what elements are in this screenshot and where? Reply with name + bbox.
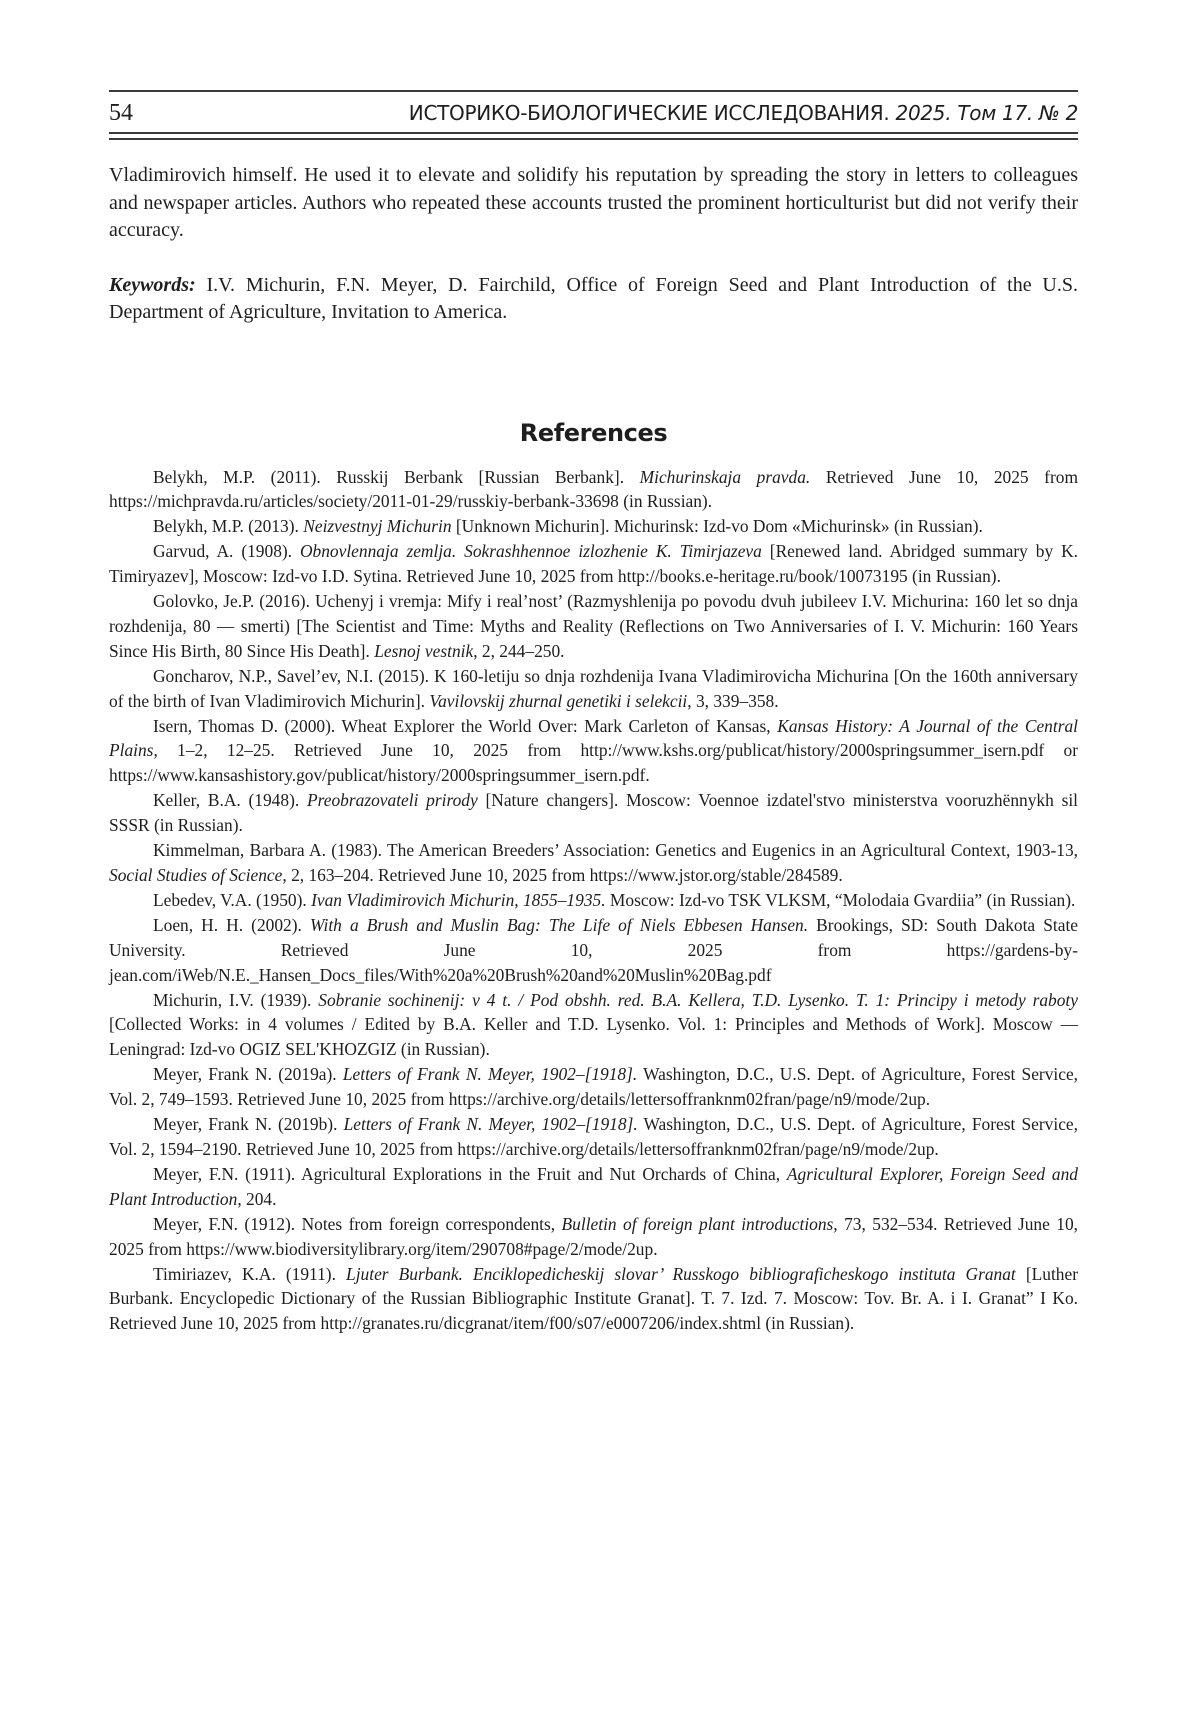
- reference-details: [Nature changers]. Moscow: Voennoe izdatel'stvo ministerstva vooruzhënnykh sil SSSR (in Russian).: [109, 790, 1078, 836]
- reference-details: , 2, 244–250.: [473, 640, 565, 661]
- reference-entry: [109, 988, 1078, 1063]
- reference-entry: [109, 1112, 1078, 1162]
- reference-text: Michurin, I.V. (1939).: [153, 989, 319, 1010]
- reference-details: [Collected Works: in 4 volumes / Edited by B.A. Keller and T.D. Lysenko. Vol. 1: Principles and Methods of Work]. Moscow — Leningrad: Izd-vo OGIZ SEL'KHOZGIZ (in Russian).: [109, 1014, 1078, 1060]
- reference-text: Meyer, F.N. (1912). Notes from foreign correspondents,: [153, 1213, 562, 1234]
- reference-source-title: Obnovlennaja zemlja. Sokrashhennoe izlozhenie K. Timirjazeva: [299, 541, 762, 562]
- reference-entry: [109, 888, 1078, 913]
- reference-details: 73, 532–534. Retrieved June 10, 2025 from https://www.biodiversitylibrary.org/item/290708#page/2/mode/2up.: [109, 1213, 1079, 1259]
- journal-name: ИСТОРИКО-БИОЛОГИЧЕСКИЕ ИССЛЕДОВАНИЯ.: [408, 101, 890, 125]
- reference-entry: [109, 539, 1078, 589]
- reference-entry: [109, 788, 1078, 838]
- reference-details: Brookings, SD: South Dakota State University. Retrieved June 10, 2025 from https://gardens-by-jean.com/iWeb/N.E._Hansen_Docs_files/With%20a%20Brush%20and%20Muslin%20Bag.pdf: [109, 914, 1078, 985]
- reference-text: Golovko, Je.P. (2016). Uchenyj i vremja: Mify i real’nost’ (Razmyshlenija po povodu dvuh jubileev I.V. Michurina: 160 let so dnja rozhdenija, 80 — smerti) [The Scientist and Time: Myths and Reality (Reflections on Two Anniversaries of I. V. Michurin: 160 Years Since His Birth, 80 Since His Death].: [109, 591, 1078, 661]
- header-rule: [109, 138, 1078, 140]
- reference-text: Garvud, A. (1908).: [153, 541, 300, 562]
- journal-title-line: [409, 100, 1078, 126]
- reference-source-title: Ivan Vladimirovich Michurin, 1855–1935.: [311, 889, 606, 910]
- page-number: 54: [109, 100, 133, 126]
- abstract-paragraph: Vladimirovich himself. He used it to elevate and solidify his reputation by spreading the story in letters to colleagues and newspaper articles. Authors who repeated these accounts trusted the prominent horticulturist but did not verify their accuracy.: [109, 164, 1078, 241]
- reference-source-title: Michurinskaja pravda.: [639, 466, 811, 487]
- reference-entry: [109, 838, 1078, 888]
- reference-entry: [109, 514, 1078, 539]
- reference-details: [Renewed land. Abridged summary by K. Timiryazev], Moscow: Izd-vo I.D. Sytina. Retrieved June 10, 2025 from http://books.e-heritage.ru/book/10073195 (in Russian).: [109, 541, 1078, 587]
- journal-page: [109, 90, 1078, 1336]
- reference-entry: [109, 1262, 1078, 1337]
- reference-source-title: Vavilovskij zhurnal genetiki i selekcii: [429, 690, 688, 711]
- reference-details: Retrieved June 10, 2025 from https://michpravda.ru/articles/society/2011-01-29/russkiy-berbank-33698 (in Russian).: [109, 466, 1078, 512]
- reference-text: Keller, B.A. (1948).: [153, 790, 307, 811]
- reference-source-title: Preobrazovateli prirody: [307, 790, 478, 811]
- reference-details: , 204.: [237, 1188, 277, 1209]
- reference-details: , 1–2, 12–25. Retrieved June 10, 2025 from http://www.kshs.org/publicat/history/2000springsummer_isern.pdf or https://www.kansashistory.gov/publicat/history/2000springsummer_isern.pdf.: [109, 740, 1078, 786]
- reference-entry: [109, 589, 1078, 664]
- reference-details: [Luther Burbank. Encyclopedic Dictionary of the Russian Bibliographic Institute Granat]. T. 7. Izd. 7. Moscow: Tov. Br. A. i I. Granat” I Ko. Retrieved June 10, 2025 from http://granates.ru/dicgranat/item/f00/s07/e0007206/index.shtml (in Russian).: [109, 1263, 1078, 1334]
- keywords-paragraph: [109, 272, 1078, 327]
- reference-text: Goncharov, N.P., Savel’ev, N.I. (2015). K 160-letiju so dnja rozhdenija Ivana Vladimirovicha Michurina [On the 160th anniversary of the birth of Ivan Vladimirovich Michurin].: [109, 665, 1078, 711]
- reference-source-title: Lesnoj vestnik: [374, 640, 474, 661]
- reference-text: Meyer, Frank N. (2019a).: [153, 1064, 343, 1085]
- reference-entry: [109, 664, 1078, 714]
- keywords-text: I.V. Michurin, F.N. Meyer, D. Fairchild, Office of Foreign Seed and Plant Introduction of the U.S. Department of Agriculture, Invitation to America.: [109, 273, 1078, 323]
- reference-list: [109, 465, 1078, 1337]
- references-heading: References: [519, 418, 668, 447]
- reference-entry: [109, 1162, 1078, 1212]
- reference-text: Lebedev, V.A. (1950).: [153, 889, 312, 910]
- reference-entry: [109, 465, 1078, 515]
- reference-source-title: Letters of Frank N. Meyer, 1902–[1918].: [342, 1064, 638, 1085]
- reference-source-title: With a Brush and Muslin Bag: The Life of Niels Ebbesen Hansen.: [309, 914, 809, 935]
- header-double-rule: [109, 132, 1078, 140]
- reference-entry: [109, 913, 1078, 988]
- reference-source-title: Bulletin of foreign plant introductions,: [561, 1213, 838, 1234]
- reference-text: Meyer, F.N. (1911). Agricultural Explorations in the Fruit and Nut Orchards of China,: [153, 1163, 787, 1184]
- reference-source-title: Agricultural Explorer, Foreign Seed and Plant Introduction: [109, 1163, 1078, 1209]
- reference-details: , 2, 163–204. Retrieved June 10, 2025 from https://www.jstor.org/stable/284589.: [282, 865, 843, 885]
- keywords-label: Keywords:: [109, 273, 196, 296]
- reference-details: Washington, D.C., U.S. Dept. of Agriculture, Forest Service, Vol. 2, 1594–2190. Retrieved June 10, 2025 from https://archive.org/details/lettersoffranknm02fran/page/n9/mode/2up.: [109, 1114, 1078, 1159]
- header-rule: [109, 132, 1078, 134]
- reference-text: Kimmelman, Barbara A. (1983). The American Breeders’ Association: Genetics and Eugenics in an Agricultural Context, 1903-13,: [153, 840, 1078, 861]
- reference-details: [Unknown Michurin]. Michurinsk: Izd-vo Dom «Michurinsk» (in Russian).: [451, 516, 983, 537]
- journal-issue: 2025. Том 17. № 2: [895, 101, 1078, 125]
- running-header: [109, 90, 1078, 130]
- reference-details: , 3, 339–358.: [687, 690, 779, 711]
- reference-entry: [109, 714, 1078, 789]
- reference-source-title: Neizvestnyj Michurin: [303, 516, 452, 537]
- reference-text: Isern, Thomas D. (2000). Wheat Explorer the World Over: Mark Carleton of Kansas,: [153, 715, 778, 736]
- reference-entry: [109, 1212, 1078, 1262]
- reference-text: Meyer, Frank N. (2019b).: [153, 1114, 344, 1135]
- reference-source-title: Sobranie sochinenij: v 4 t. / Pod obshh. red. B.A. Kellera, T.D. Lysenko. T. 1: Principy i metody raboty: [318, 989, 1078, 1010]
- reference-text: Timiriazev, K.A. (1911).: [153, 1263, 347, 1284]
- reference-details: Moscow: Izd-vo TSK VLKSM, “Molodaia Gvardiia” (in Russian).: [605, 889, 1076, 910]
- reference-source-title: Ljuter Burbank. Enciklopedicheskij slovar’ Russkogo bibliograficheskogo instituta Granat: [346, 1263, 1016, 1284]
- reference-source-title: Kansas History: A Journal of the Central Plains: [109, 715, 1079, 761]
- reference-details: Washington, D.C., U.S. Dept. of Agriculture, Forest Service, Vol. 2, 749–1593. Retrieved June 10, 2025 from https://archive.org/details/lettersoffranknm02fran/page/n9/mode/2up.: [109, 1064, 1079, 1110]
- reference-entry: [109, 1062, 1078, 1112]
- reference-source-title: Letters of Frank N. Meyer, 1902–[1918].: [343, 1114, 638, 1135]
- reference-text: Belykh, M.P. (2013).: [153, 516, 304, 537]
- reference-text: Loen, H. H. (2002).: [153, 914, 310, 935]
- reference-text: Belykh, M.P. (2011). Russkij Berbank [Russian Berbank].: [153, 466, 640, 487]
- reference-source-title: Social Studies of Science: [109, 865, 283, 885]
